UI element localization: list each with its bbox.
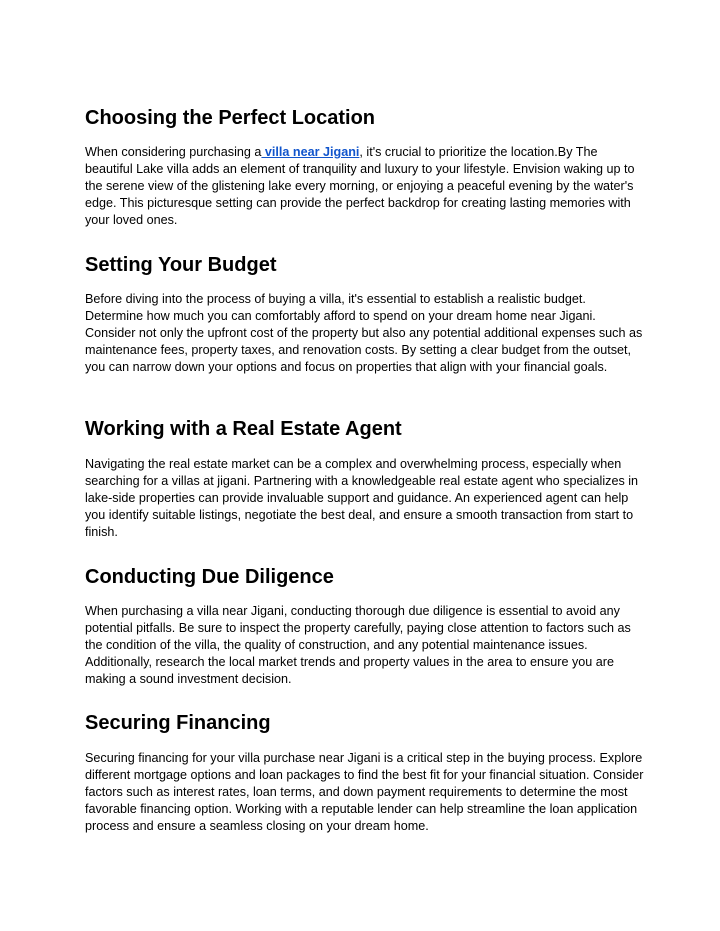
section-body (85, 144, 645, 229)
section-heading: Setting Your Budget (85, 254, 277, 276)
section-body: Before diving into the process of buying a villa, it's essential to establish a realistic budget. Determine how much you can comfortably afford to spend on your dream home near Jigani. Consider not only the upfront cost of the property but also any potential additional expenses such as maintenance fees, property taxes, and renovation costs. By setting a clear budget from the outset, you can narrow down your options and focus on properties that align with your financial goals. (85, 292, 643, 375)
body-text-before-link: When considering purchasing a (85, 145, 262, 159)
section-body: When purchasing a villa near Jigani, conducting thorough due diligence is essential to avoid any potential pitfalls. Be sure to inspect the property carefully, paying close attention to factors such as the condition of the villa, the quality of construction, and any potential maintenance issues. Additionally, research the local market trends and property values in the area to ensure you are making a sound investment decision. (85, 604, 631, 687)
section-body: Navigating the real estate market can be a complex and overwhelming process, especially when searching for a villas at jigani. Partnering with a knowledgeable real estate agent who specializes in lake-side properties can provide invaluable support and guidance. An experienced agent can help you identify suitable listings, negotiate the best deal, and ensure a smooth transaction from start to finish. (85, 457, 639, 540)
section-body: Securing financing for your villa purchase near Jigani is a critical step in the buying process. Explore different mortgage options and loan packages to find the best fit for your financial situation. Consider factors such as interest rates, loan terms, and down payment requirements to determine the most favorable financing option. Working with a reputable lender can help streamline the loan application process and ensure a seamless closing on your dream home. (85, 751, 644, 834)
section-heading: Conducting Due Diligence (85, 566, 334, 588)
body-text-after-link: , it's crucial to prioritize the location.By The beautiful Lake villa adds an element of tranquility and luxury to your lifestyle. Envision waking up to the serene view of the glistening lake every morning, or enjoying a peaceful evening by the water's edge. This picturesque setting can provide the perfect backdrop for creating lasting memories with your loved ones. (85, 145, 635, 228)
section-heading: Working with a Real Estate Agent (85, 418, 402, 440)
section-heading: Securing Financing (85, 712, 271, 734)
section-heading: Choosing the Perfect Location (85, 107, 376, 129)
villa-near-jigani-link[interactable]: villa near Jigani (261, 145, 360, 159)
